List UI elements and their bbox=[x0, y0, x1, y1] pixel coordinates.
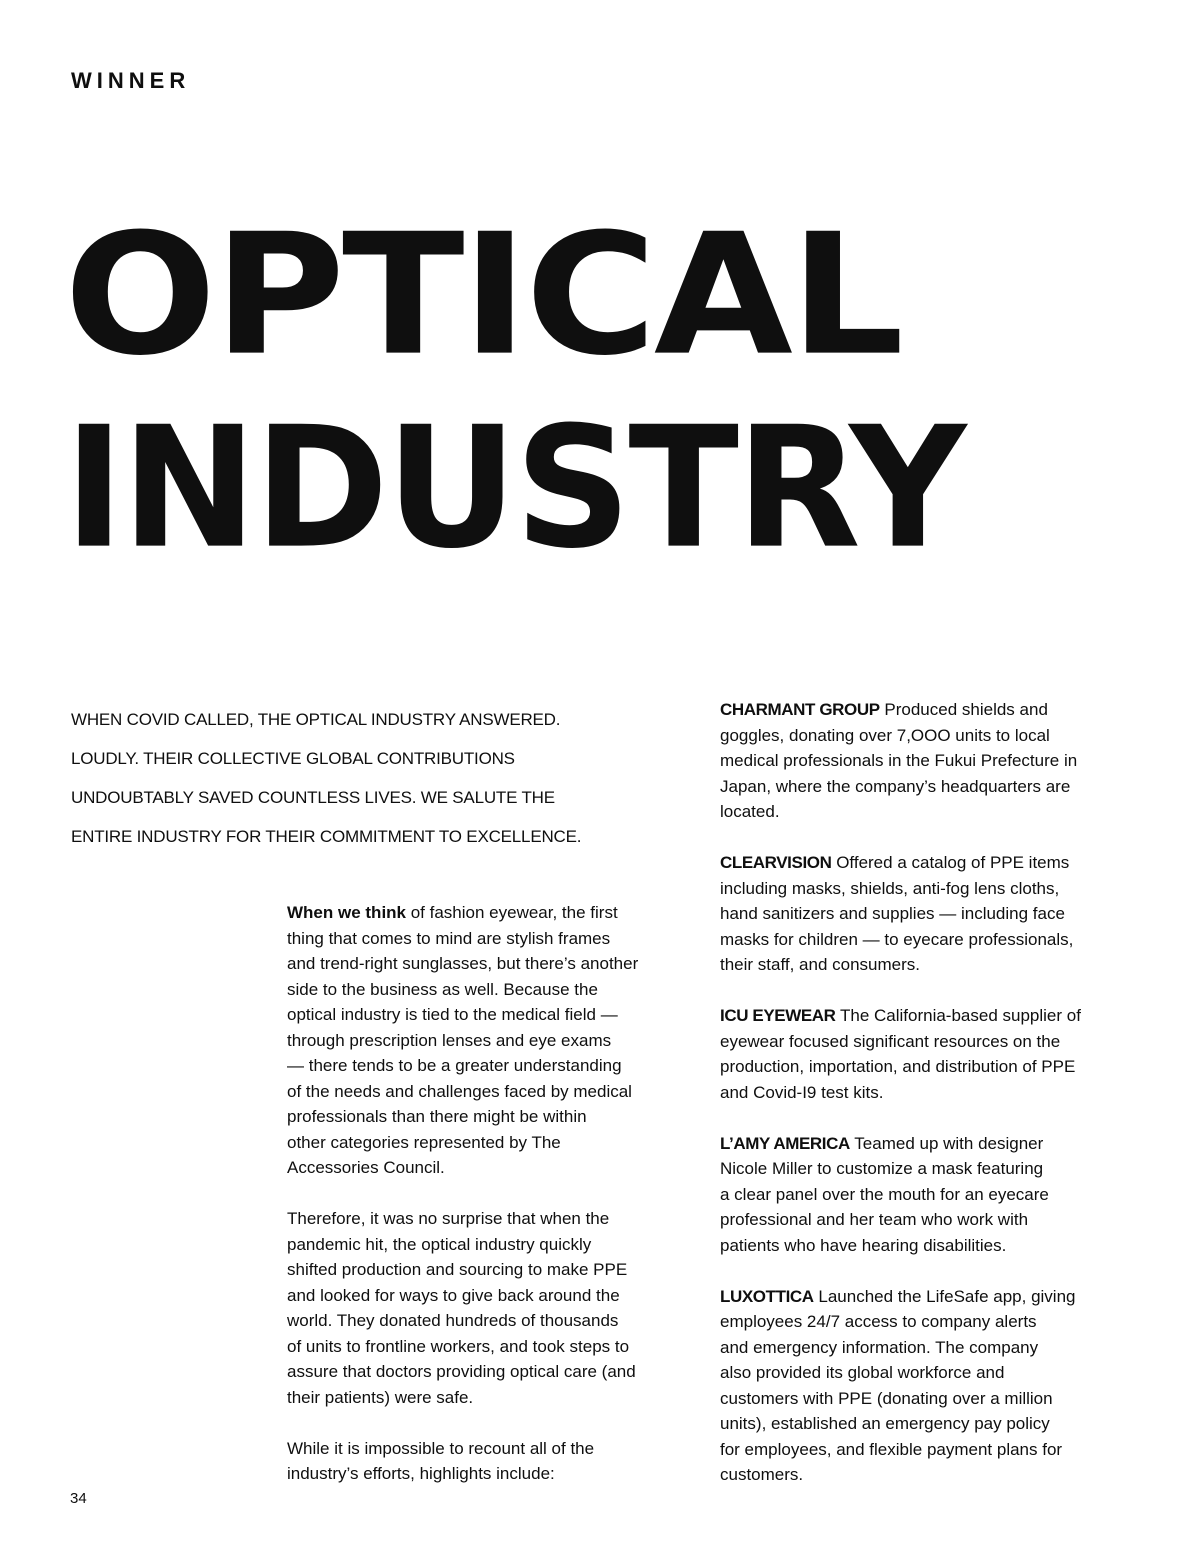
headline-line-1: OPTICAL bbox=[64, 197, 902, 393]
highlight-first-line bbox=[720, 1003, 1150, 1029]
intro-line: ENTIRE INDUSTRY FOR THEIR COMMITMENT TO EXCELLENCE. bbox=[71, 827, 582, 846]
highlight-first-line bbox=[720, 1131, 1150, 1157]
article-line: of the needs and challenges faced by medical bbox=[287, 1081, 632, 1101]
highlights-column bbox=[720, 697, 1150, 1513]
highlight-line: a clear panel over the mouth for an eyecare bbox=[720, 1184, 1049, 1204]
article-line: shifted production and sourcing to make PPE bbox=[287, 1260, 628, 1279]
section-label: WINNER bbox=[71, 68, 191, 93]
article-line: professionals than there might be within bbox=[287, 1107, 587, 1126]
highlight-line: production, importation, and distribution of PPE bbox=[720, 1057, 1076, 1076]
intro-line: WHEN COVID CALLED, THE OPTICAL INDUSTRY ANSWERED. bbox=[71, 710, 561, 729]
highlight-line: eyewear focused significant resources on the bbox=[720, 1031, 1061, 1051]
highlight-line: customers with PPE (donating over a million bbox=[720, 1388, 1053, 1408]
article-line: side to the business as well. Because the bbox=[287, 979, 598, 999]
intro-deck bbox=[71, 700, 681, 856]
highlight-line: also provided its global workforce and bbox=[720, 1363, 1005, 1382]
article-paragraph-1 bbox=[287, 900, 697, 1181]
company-name: L’AMY AMERICA bbox=[720, 1133, 850, 1153]
highlight-line: units), established an emergency pay policy bbox=[720, 1414, 1050, 1433]
headline-line-2: INDUSTRY bbox=[64, 390, 964, 586]
article-line: — there tends to be a greater understanding bbox=[287, 1056, 622, 1075]
highlight-line: masks for children — to eyecare professionals, bbox=[720, 929, 1074, 949]
highlight-entry-lamy-america bbox=[720, 1131, 1150, 1259]
article-line: through prescription lenses and eye exams bbox=[287, 1030, 612, 1050]
highlight-line: employees 24/7 access to company alerts bbox=[720, 1312, 1037, 1331]
highlight-line: patients who have hearing disabilities. bbox=[720, 1235, 1007, 1255]
highlight-entry-clearvision bbox=[720, 850, 1150, 978]
highlight-first-line bbox=[720, 850, 1150, 876]
company-name: LUXOTTICA bbox=[720, 1286, 814, 1306]
highlight-entry-luxottica bbox=[720, 1284, 1150, 1488]
highlight-line: including masks, shields, anti-fog lens cloths, bbox=[720, 878, 1060, 898]
highlight-line: Offered a catalog of PPE items bbox=[831, 853, 1070, 872]
highlight-entry-icu-eyewear bbox=[720, 1003, 1150, 1105]
highlight-line: and Covid-I9 test kits. bbox=[720, 1082, 884, 1102]
article-line: other categories represented by The bbox=[287, 1132, 561, 1152]
highlight-line: customers. bbox=[720, 1465, 804, 1484]
highlight-line: Nicole Miller to customize a mask featuring bbox=[720, 1159, 1044, 1178]
page-number: 34 bbox=[70, 1490, 87, 1507]
company-name: CHARMANT GROUP bbox=[720, 700, 880, 719]
article-line: Therefore, it was no surprise that when the bbox=[287, 1209, 610, 1228]
highlight-line: professional and her team who work with bbox=[720, 1210, 1029, 1229]
highlight-line: goggles, donating over 7,OOO units to local bbox=[720, 725, 1050, 745]
article-line: While it is impossible to recount all of the bbox=[287, 1438, 595, 1458]
article-paragraph-3 bbox=[287, 1436, 697, 1487]
article-first-line bbox=[287, 900, 697, 926]
highlight-line: Launched the LifeSafe app, giving bbox=[813, 1286, 1076, 1306]
highlight-line: Japan, where the company’s headquarters are bbox=[720, 776, 1071, 796]
highlight-line: hand sanitizers and supplies — including face bbox=[720, 904, 1065, 923]
article-line: their patients) were safe. bbox=[287, 1387, 474, 1407]
article-line: thing that comes to mind are stylish frames bbox=[287, 928, 611, 948]
highlight-line: located. bbox=[720, 802, 780, 821]
article-line: and looked for ways to give back around the bbox=[287, 1285, 620, 1305]
article-paragraph-2 bbox=[287, 1206, 697, 1410]
intro-line: LOUDLY. THEIR COLLECTIVE GLOBAL CONTRIBUTIONS bbox=[71, 749, 515, 768]
article-line: and trend-right sunglasses, but there’s another bbox=[287, 954, 639, 973]
article-line: assure that doctors providing optical care (and bbox=[287, 1362, 636, 1381]
highlight-line: for employees, and flexible payment plans for bbox=[720, 1439, 1063, 1459]
highlight-line: Produced shields and bbox=[879, 700, 1048, 719]
company-name: CLEARVISION bbox=[720, 853, 832, 872]
highlight-first-line bbox=[720, 1284, 1150, 1310]
company-name: ICU EYEWEAR bbox=[720, 1006, 836, 1025]
article-line: pandemic hit, the optical industry quickly bbox=[287, 1234, 592, 1254]
highlight-line: their staff, and consumers. bbox=[720, 955, 921, 974]
article-line: industry’s efforts, highlights include: bbox=[287, 1464, 555, 1483]
article-line: world. They donated hundreds of thousands bbox=[287, 1311, 619, 1330]
lead-in: When we think bbox=[287, 903, 406, 922]
highlight-line: and emergency information. The company bbox=[720, 1337, 1039, 1357]
highlight-line: medical professionals in the Fukui Prefecture in bbox=[720, 751, 1078, 770]
highlight-line: Teamed up with designer bbox=[849, 1133, 1044, 1153]
highlight-entry-charmant bbox=[720, 697, 1150, 825]
highlight-first-line bbox=[720, 697, 1150, 723]
article-line: of units to frontline workers, and took steps to bbox=[287, 1336, 630, 1356]
article-line: optical industry is tied to the medical field — bbox=[287, 1005, 618, 1024]
intro-line: UNDOUBTABLY SAVED COUNTLESS LIVES. WE SALUTE THE bbox=[71, 788, 555, 807]
article-line: Accessories Council. bbox=[287, 1158, 445, 1177]
article-line: of fashion eyewear, the first bbox=[406, 903, 618, 922]
article-body bbox=[287, 900, 697, 1512]
highlight-line: The California-based supplier of bbox=[835, 1006, 1081, 1025]
